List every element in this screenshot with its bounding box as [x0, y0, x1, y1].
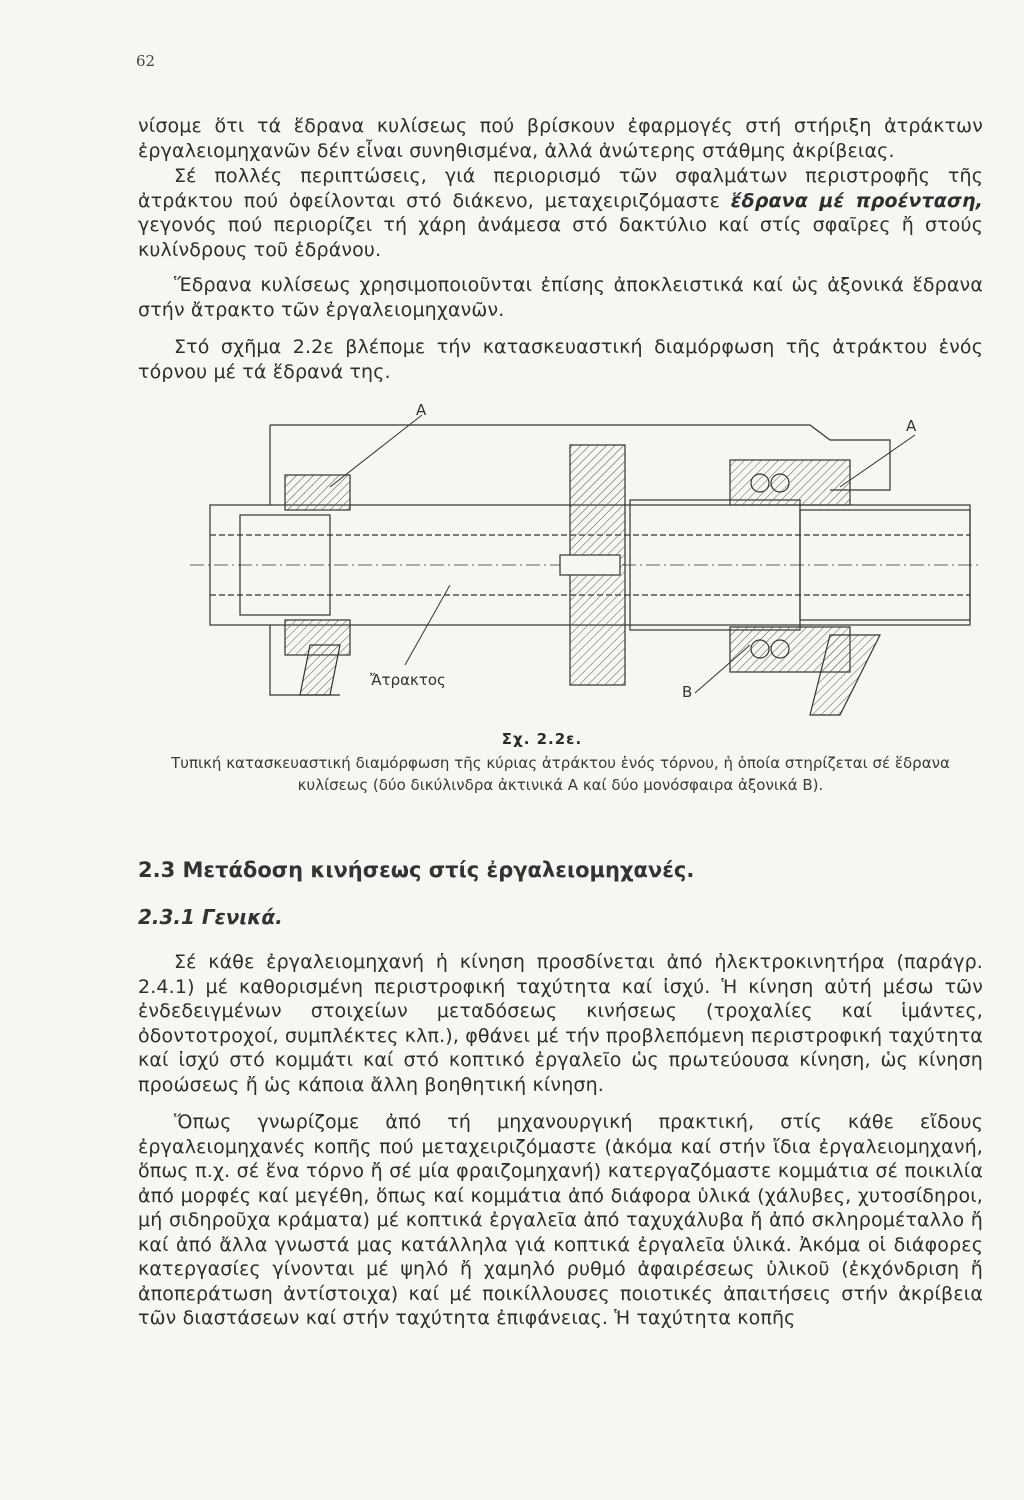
label-b: Β: [682, 683, 693, 701]
right-bearing-top: [730, 460, 850, 505]
spindle-drawing: [190, 395, 980, 725]
paragraph-2-emphasis: ἕδρανα μέ προένταση,: [730, 189, 983, 212]
paragraph-5-text: Σέ κάθε ἐργαλειομηχανή ἡ κίνηση προσδίνεται ἀπό ἠλεκτροκινητήρα (παράγρ. 2.4.1) μέ καθορισμένη περιστροφική ταχύτητα καί ἰσχύ. Ἡ κίνηση αὐτή μέσω τῶν ἐνδεδειγμένων στοιχείων μεταδόσεως κινήσεως (τροχαλίες καί ἱμάντες, ὀδοντοτροχοί, συμπλέκτες κλπ.), φθάνει μέ τήν προβλεπόμενη περιστροφική ταχύτητα καί ἰσχύ στό κομμάτι καί στό κοπτικό ἐργαλεῖο ὡς πρωτεύουσα κίνηση, ὡς κίνηση προώσεως ἤ ὡς κάποια ἄλλη βοηθητική κίνηση.: [138, 951, 983, 1096]
paragraph-6-text: Ὅπως γνωρίζομε ἀπό τή μηχανουργική πρακτική, στίς κάθε εἴδους ἐργαλειομηχανές κοπῆς πού μεταχειριζόμαστε (ἀκόμα καί στήν ἴδια ἐργαλειομηχανή, ὅπως π.χ. σέ ἕνα τόρνο ἤ σέ μία φραιζομηχανή) κατεργαζόμαστε κομμάτια σέ ποικιλία ἀπό μορφές καί μεγέθη, ὅπως καί κομμάτια ἀπό διάφορα ὑλικά (χάλυβες, χυτοσίδηροι, μή σιδηροῦχα κράματα) μέ κοπτικά ἐργαλεῖα ἀπό ταχυχάλυβα ἤ ἀπό σκληρομέταλλο ἤ καί ἀπό ἄλλα γνωστά μας κατάλληλα γιά κοπτικά ἐργαλεῖα ὑλικά. Ἀκόμα οἱ διάφορες κατεργασίες γίνονται μέ ψηλό ἤ χαμηλό ρυθμό ἀφαιρέσεως ὑλικοῦ (ἐκχόνδριση ἤ ἀποπεράτωση ἀντίστοιχα) καί μέ ποικίλλουσες ποιοτικές ἀπαιτήσεις στήν ἀκρίβεια τῶν διαστάσεων καί στήν ταχύτητα ἐπιφάνειας. Ἡ ταχύτητα κοπῆς: [138, 1111, 983, 1329]
subsection-heading: 2.3.1 Γενικά.: [138, 905, 283, 929]
label-a-left: Α: [416, 401, 427, 419]
left-bearing-top: [285, 475, 350, 510]
paragraph-5: [138, 950, 983, 1097]
paragraph-4: [138, 335, 983, 384]
figure-caption-title: Σχ. 2.2ε.: [501, 730, 583, 748]
paragraph-2-after: γεγονός πού περιορίζει τή χάρη ἀνάμεσα στό δακτύλιο καί στίς σφαῖρες ἤ στούς κυλίνδρους τοῦ ἑδράνου.: [138, 214, 983, 261]
paragraph-3-text: Ἕδρανα κυλίσεως χρησιμοποιοῦνται ἐπίσης ἀποκλειστικά καί ὡς ἀξονικά ἕδρανα στήν ἄτρακτο τῶν ἐργαλειομηχανῶν.: [138, 274, 983, 321]
paragraph-2-before: Σέ πολλές περιπτώσεις, γιά περιορισμό τῶν σφαλμάτων περιστροφῆς τῆς ἀτράκτου πού ὀφείλονται στό διάκενο, μεταχειριζόμαστε: [138, 165, 983, 212]
paragraph-2-text: [138, 164, 983, 262]
label-spindle: Ἄτρακτος: [370, 671, 446, 689]
paragraph-1: [138, 114, 983, 163]
paragraph-4-text: Στό σχῆμα 2.2ε βλέπομε τήν κατασκευαστική διαμόρφωση τῆς ἀτράκτου ἑνός τόρνου μέ τά ἕδρανά της.: [138, 336, 983, 383]
paragraph-6: [138, 1110, 983, 1331]
page-number: 62: [136, 52, 156, 70]
figure-caption-text: Τυπική κατασκευαστική διαμόρφωση τῆς κύριας ἀτράκτου ἑνός τόρνου, ἡ ὁποία στηρίζεται σέ ἕδρανα κυλίσεως (δύο δικύλινδρα ἀκτινικά Α καί δύο μονόσφαιρα ἀξονικά Β).: [171, 754, 950, 794]
paragraph-2: [138, 164, 983, 262]
paragraph-1-text: νίσομε ὅτι τά ἕδρανα κυλίσεως πού βρίσκουν ἐφαρμογές στή στήριξη ἀτράκτων ἐργαλειομηχανῶν δέν εἶναι συνηθισμένα, ἀλλά ἀνώτερης στάθμης ἀκρίβειας.: [138, 115, 983, 162]
paragraph-3: [138, 273, 983, 322]
label-a-right: Α: [906, 417, 917, 435]
section-heading: 2.3 Μετάδοση κινήσεως στίς ἐργαλειομηχανές.: [138, 858, 695, 882]
